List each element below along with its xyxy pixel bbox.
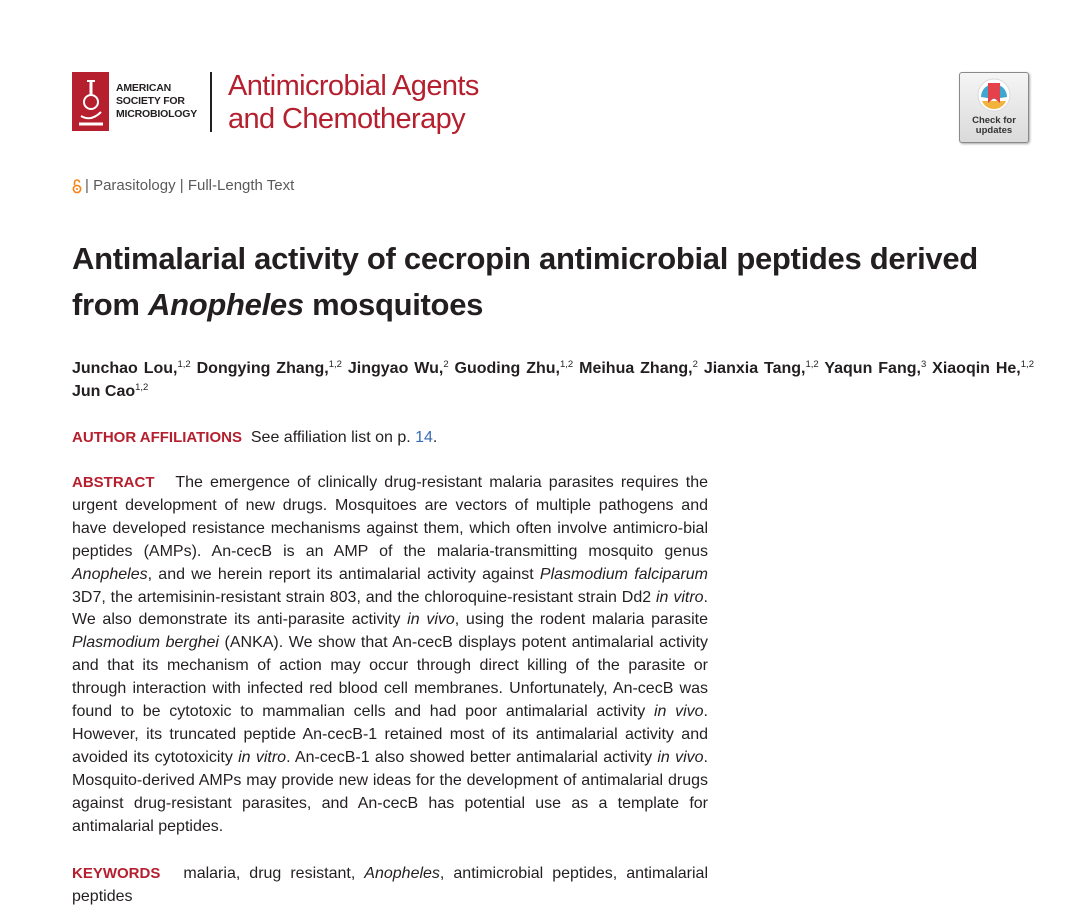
society-line: MICROBIOLOGY bbox=[116, 108, 198, 120]
keywords-label: KEYWORDS bbox=[72, 865, 161, 882]
text-segment: . We also demonstrate its anti-parasite activity bbox=[72, 588, 708, 629]
italic-term: in vitro bbox=[238, 748, 287, 766]
society-line: AMERICAN bbox=[116, 82, 171, 94]
open-access-icon bbox=[72, 178, 82, 194]
text-segment: 3D7, the artemisinin-resistant strain 803, and the chloroquine-resistant strain Dd2 bbox=[72, 588, 656, 606]
text-segment: . An-cecB-1 also showed better antimalarial activity bbox=[286, 748, 658, 766]
journal-header bbox=[72, 72, 1032, 144]
author-name[interactable]: Junchao Lou, bbox=[72, 360, 178, 377]
author-affiliation-ref[interactable]: 1,2 bbox=[177, 359, 191, 370]
italic-term: in vivo bbox=[657, 748, 704, 766]
italic-term: in vitro bbox=[656, 588, 704, 606]
author-name[interactable]: Dongying Zhang, bbox=[196, 360, 329, 377]
author-affiliation-ref[interactable]: 3 bbox=[920, 359, 927, 370]
author-affiliations bbox=[72, 427, 437, 449]
category-text: | Parasitology | Full-Length Text bbox=[85, 177, 295, 194]
italic-term: Anopheles bbox=[72, 565, 148, 583]
author-name[interactable]: Meihua Zhang, bbox=[579, 360, 693, 377]
author-name[interactable]: Jingyao Wu, bbox=[347, 360, 444, 377]
author-name[interactable]: Guoding Zhu, bbox=[454, 360, 560, 377]
text-segment: malaria, drug resistant, bbox=[183, 865, 365, 882]
italic-term: in vivo bbox=[407, 611, 455, 629]
author-affiliation-ref[interactable]: 1,2 bbox=[559, 359, 574, 370]
author-affiliation-ref[interactable]: 1,2 bbox=[1020, 359, 1034, 370]
journal-name-line: and Chemotherapy bbox=[228, 103, 466, 135]
crossmark-icon bbox=[976, 77, 1012, 115]
microscope-icon bbox=[72, 72, 109, 131]
italic-term: Anopheles bbox=[364, 865, 440, 882]
author-affiliation-ref[interactable]: 2 bbox=[692, 359, 698, 370]
italic-term: Plasmodium berghei bbox=[72, 634, 219, 652]
title-rest: mosquitoes bbox=[303, 287, 484, 322]
text-segment: . However, its truncated peptide An-cecB-1 retained most of its antimalarial activity and avoided its cytotoxicity bbox=[72, 703, 708, 766]
text-segment: The emergence of clinically drug-resistant malaria parasites requires the urgent development of new drugs. Mosquitoes are vectors of multiple pathogens and have developed resistance mechanisms against them, which often involve antimicro-bial peptides (AMPs). An-cecB is an AMP of the malaria-transmitting mosquito genus bbox=[72, 474, 709, 560]
author-name[interactable]: Jun Cao bbox=[72, 383, 136, 400]
title-from: from bbox=[72, 287, 149, 322]
abstract-label: ABSTRACT bbox=[72, 474, 155, 491]
article-title bbox=[72, 236, 1042, 328]
italic-term: Plasmodium falciparum bbox=[539, 565, 708, 583]
title-genus: Anopheles bbox=[148, 287, 304, 322]
text-segment: , and we herein report its antimalarial activity against bbox=[147, 565, 540, 583]
society-line: SOCIETY FOR bbox=[116, 95, 185, 107]
affiliations-text: See affiliation list on p. bbox=[250, 429, 416, 446]
affiliations-end: . bbox=[432, 429, 438, 446]
author-affiliation-ref[interactable]: 1,2 bbox=[328, 359, 342, 370]
italic-term: in vivo bbox=[653, 703, 704, 721]
check-updates-line: updates bbox=[975, 125, 1013, 136]
affiliations-label: AUTHOR AFFILIATIONS bbox=[72, 429, 242, 446]
text-segment: , antimicrobial peptides, antimalarial peptides bbox=[72, 865, 708, 905]
author-name[interactable]: Xiaoqin He, bbox=[932, 360, 1021, 377]
check-updates-line: Check for bbox=[972, 115, 1016, 126]
asm-logo[interactable] bbox=[72, 72, 197, 131]
article-category bbox=[72, 177, 294, 194]
society-name bbox=[116, 82, 197, 121]
journal-name-line: Antimicrobial Agents bbox=[228, 70, 479, 102]
journal-name[interactable] bbox=[228, 70, 479, 136]
author-name[interactable]: Yaqun Fang, bbox=[824, 360, 921, 377]
title-line: Antimalarial activity of cecropin antimicrobial peptides derived bbox=[72, 241, 978, 276]
author-list bbox=[72, 357, 1034, 403]
author-affiliation-ref[interactable]: 2 bbox=[443, 359, 449, 370]
affiliations-page-link[interactable]: 14 bbox=[415, 429, 433, 446]
author-affiliation-ref[interactable]: 1,2 bbox=[805, 359, 819, 370]
text-segment: (ANKA). We show that An-cecB displays potent antimalarial activity and that its mechanism of action may occur through direct killing of the parasite or through interaction with infected red blood cell membranes. Unfortunately, An-cecB was found to be cytotoxic to mammalian cells and had poor antimalarial activity bbox=[72, 634, 708, 721]
check-for-updates-button[interactable] bbox=[959, 72, 1029, 143]
keywords bbox=[72, 862, 708, 908]
text-segment: , using the rodent malaria parasite bbox=[454, 611, 708, 629]
author-affiliation-ref[interactable]: 1,2 bbox=[135, 382, 149, 393]
abstract bbox=[72, 472, 708, 839]
author-name[interactable]: Jianxia Tang, bbox=[703, 360, 806, 377]
text-segment: . Mosquito-derived AMPs may provide new ideas for the development of antimalarial drugs against drug-resistant parasites, and An-cecB has potential use as a template for antimalarial peptides. bbox=[72, 748, 708, 835]
logo-divider bbox=[210, 72, 212, 132]
